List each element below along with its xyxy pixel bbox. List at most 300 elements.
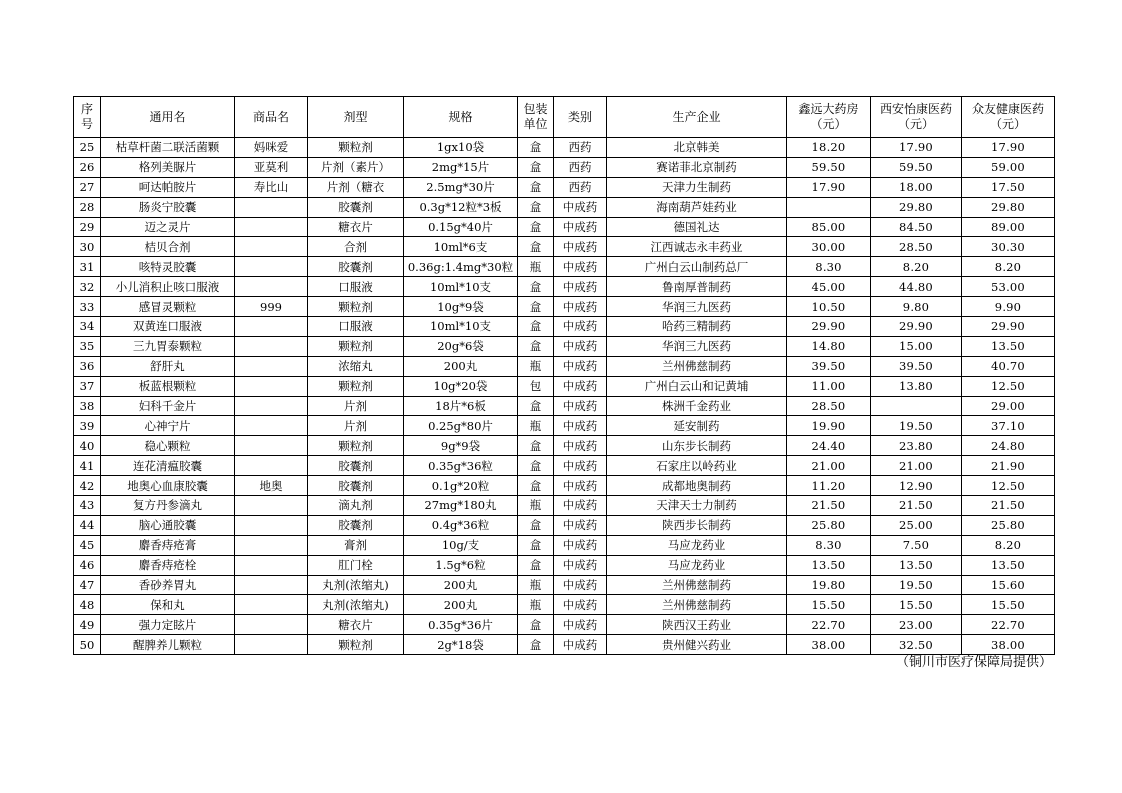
cell-generic-name: 地奥心血康胶囊 (101, 476, 235, 496)
cell-index: 42 (74, 476, 101, 496)
table-row (74, 595, 1055, 615)
cell-brand-name (235, 496, 308, 516)
cell-specification: 20g*6袋 (404, 336, 518, 356)
table-row (74, 157, 1055, 177)
cell-specification: 2.5mg*30片 (404, 177, 518, 197)
cell-price-zhongyou: 59.00 (962, 157, 1055, 177)
cell-price-zhongyou: 15.60 (962, 575, 1055, 595)
cell-category: 中成药 (554, 237, 607, 257)
cell-index: 25 (74, 138, 101, 158)
table-row (74, 376, 1055, 396)
cell-dosage-form: 颗粒剂 (308, 635, 404, 655)
cell-dosage-form: 胶囊剂 (308, 515, 404, 535)
cell-package-unit: 盒 (518, 197, 554, 217)
cell-brand-name (235, 396, 308, 416)
cell-specification: 0.3g*12粒*3板 (404, 197, 518, 217)
cell-price-zhongyou: 17.90 (962, 138, 1055, 158)
cell-category: 中成药 (554, 535, 607, 555)
cell-package-unit: 盒 (518, 456, 554, 476)
cell-specification: 9g*9袋 (404, 436, 518, 456)
cell-brand-name (235, 257, 308, 277)
cell-price-xinyuan: 14.80 (787, 336, 871, 356)
cell-index: 28 (74, 197, 101, 217)
cell-category: 中成药 (554, 595, 607, 615)
cell-dosage-form: 口服液 (308, 317, 404, 337)
cell-price-zhongyou: 25.80 (962, 515, 1055, 535)
cell-category: 中成药 (554, 396, 607, 416)
cell-manufacturer: 江西诚志永丰药业 (607, 237, 787, 257)
cell-dosage-form: 胶囊剂 (308, 197, 404, 217)
cell-specification: 2g*18袋 (404, 635, 518, 655)
cell-price-xian-yikang: 21.00 (871, 456, 962, 476)
cell-price-xian-yikang: 15.00 (871, 336, 962, 356)
cell-index: 35 (74, 336, 101, 356)
cell-index: 41 (74, 456, 101, 476)
cell-price-xian-yikang: 12.90 (871, 476, 962, 496)
cell-specification: 27mg*180丸 (404, 496, 518, 516)
table-row (74, 456, 1055, 476)
col-header-index: 序 号 (74, 97, 101, 138)
cell-category: 中成药 (554, 336, 607, 356)
cell-index: 47 (74, 575, 101, 595)
cell-dosage-form: 胶囊剂 (308, 476, 404, 496)
cell-brand-name: 地奥 (235, 476, 308, 496)
cell-index: 27 (74, 177, 101, 197)
cell-price-zhongyou: 17.50 (962, 177, 1055, 197)
cell-manufacturer: 延安制药 (607, 416, 787, 436)
cell-dosage-form: 口服液 (308, 277, 404, 297)
cell-manufacturer: 北京韩美 (607, 138, 787, 158)
cell-manufacturer: 兰州佛慈制药 (607, 595, 787, 615)
cell-index: 33 (74, 297, 101, 317)
cell-generic-name: 三九胃泰颗粒 (101, 336, 235, 356)
cell-specification: 0.35g*36片 (404, 615, 518, 635)
cell-dosage-form: 片剂（素片） (308, 157, 404, 177)
cell-category: 中成药 (554, 277, 607, 297)
cell-generic-name: 格列美脲片 (101, 157, 235, 177)
cell-specification: 0.1g*20粒 (404, 476, 518, 496)
cell-brand-name (235, 535, 308, 555)
cell-package-unit: 盒 (518, 317, 554, 337)
cell-package-unit: 瓶 (518, 257, 554, 277)
cell-brand-name (235, 217, 308, 237)
cell-category: 中成药 (554, 496, 607, 516)
table-row (74, 317, 1055, 337)
cell-price-xinyuan: 59.50 (787, 157, 871, 177)
cell-package-unit: 盒 (518, 177, 554, 197)
cell-brand-name (235, 595, 308, 615)
cell-manufacturer: 马应龙药业 (607, 555, 787, 575)
cell-specification: 10g*9袋 (404, 297, 518, 317)
cell-category: 中成药 (554, 456, 607, 476)
cell-price-xian-yikang: 84.50 (871, 217, 962, 237)
cell-dosage-form: 糖衣片 (308, 217, 404, 237)
cell-generic-name: 麝香痔疮膏 (101, 535, 235, 555)
cell-price-zhongyou: 53.00 (962, 277, 1055, 297)
cell-specification: 0.15g*40片 (404, 217, 518, 237)
cell-price-xian-yikang: 29.80 (871, 197, 962, 217)
cell-package-unit: 瓶 (518, 496, 554, 516)
cell-package-unit: 盒 (518, 436, 554, 456)
table-row (74, 476, 1055, 496)
table-row (74, 416, 1055, 436)
cell-category: 中成药 (554, 575, 607, 595)
cell-price-xinyuan: 22.70 (787, 615, 871, 635)
cell-specification: 18片*6板 (404, 396, 518, 416)
cell-generic-name: 麝香痔疮栓 (101, 555, 235, 575)
cell-price-xian-yikang (871, 396, 962, 416)
cell-generic-name: 感冒灵颗粒 (101, 297, 235, 317)
cell-price-zhongyou: 12.50 (962, 476, 1055, 496)
cell-package-unit: 盒 (518, 515, 554, 535)
col-header-package-unit: 包装 单位 (518, 97, 554, 138)
cell-price-zhongyou: 13.50 (962, 555, 1055, 575)
cell-price-zhongyou: 22.70 (962, 615, 1055, 635)
cell-index: 44 (74, 515, 101, 535)
cell-price-xinyuan: 8.30 (787, 257, 871, 277)
col-header-price-zhongyou: 众友健康医药 （元） (962, 97, 1055, 138)
cell-index: 36 (74, 356, 101, 376)
cell-price-xian-yikang: 15.50 (871, 595, 962, 615)
cell-package-unit: 盒 (518, 535, 554, 555)
cell-index: 43 (74, 496, 101, 516)
cell-price-zhongyou: 24.80 (962, 436, 1055, 456)
cell-price-zhongyou: 29.00 (962, 396, 1055, 416)
cell-price-xinyuan: 38.00 (787, 635, 871, 655)
cell-price-xian-yikang: 44.80 (871, 277, 962, 297)
cell-price-xinyuan: 19.90 (787, 416, 871, 436)
cell-category: 中成药 (554, 297, 607, 317)
cell-category: 中成药 (554, 356, 607, 376)
cell-brand-name: 亚莫利 (235, 157, 308, 177)
cell-price-zhongyou: 8.20 (962, 535, 1055, 555)
table-row (74, 515, 1055, 535)
cell-index: 39 (74, 416, 101, 436)
cell-manufacturer: 海南葫芦娃药业 (607, 197, 787, 217)
cell-price-xinyuan: 29.90 (787, 317, 871, 337)
cell-price-xinyuan: 18.20 (787, 138, 871, 158)
cell-generic-name: 复方丹参滴丸 (101, 496, 235, 516)
cell-price-xian-yikang: 28.50 (871, 237, 962, 257)
cell-dosage-form: 丸剂(浓缩丸) (308, 595, 404, 615)
cell-brand-name (235, 515, 308, 535)
cell-dosage-form: 颗粒剂 (308, 138, 404, 158)
cell-price-xian-yikang: 19.50 (871, 416, 962, 436)
cell-dosage-form: 颗粒剂 (308, 376, 404, 396)
cell-price-zhongyou: 13.50 (962, 336, 1055, 356)
cell-manufacturer: 鲁南厚普制药 (607, 277, 787, 297)
cell-category: 西药 (554, 157, 607, 177)
cell-manufacturer: 株洲千金药业 (607, 396, 787, 416)
cell-brand-name (235, 356, 308, 376)
cell-manufacturer: 哈药三精制药 (607, 317, 787, 337)
cell-category: 中成药 (554, 476, 607, 496)
cell-package-unit: 盒 (518, 615, 554, 635)
cell-package-unit: 包 (518, 376, 554, 396)
cell-package-unit: 盒 (518, 138, 554, 158)
cell-category: 中成药 (554, 555, 607, 575)
cell-price-xian-yikang: 21.50 (871, 496, 962, 516)
cell-price-xinyuan (787, 197, 871, 217)
cell-price-xinyuan: 17.90 (787, 177, 871, 197)
cell-index: 32 (74, 277, 101, 297)
cell-specification: 10g/支 (404, 535, 518, 555)
cell-specification: 2mg*15片 (404, 157, 518, 177)
source-note: （铜川市医疗保障局提供） (895, 655, 1052, 670)
cell-index: 26 (74, 157, 101, 177)
cell-dosage-form: 膏剂 (308, 535, 404, 555)
cell-category: 中成药 (554, 197, 607, 217)
cell-dosage-form: 丸剂(浓缩丸) (308, 575, 404, 595)
cell-generic-name: 妇科千金片 (101, 396, 235, 416)
col-header-price-xian-yikang: 西安怡康医药 （元） (871, 97, 962, 138)
cell-dosage-form: 滴丸剂 (308, 496, 404, 516)
cell-price-xinyuan: 10.50 (787, 297, 871, 317)
cell-price-xian-yikang: 19.50 (871, 575, 962, 595)
table-row (74, 575, 1055, 595)
table-row (74, 217, 1055, 237)
cell-price-xinyuan: 13.50 (787, 555, 871, 575)
cell-price-zhongyou: 9.90 (962, 297, 1055, 317)
cell-index: 29 (74, 217, 101, 237)
table-row (74, 396, 1055, 416)
cell-price-xinyuan: 15.50 (787, 595, 871, 615)
cell-manufacturer: 德国礼达 (607, 217, 787, 237)
cell-price-zhongyou: 21.50 (962, 496, 1055, 516)
cell-brand-name (235, 635, 308, 655)
cell-package-unit: 盒 (518, 635, 554, 655)
cell-category: 中成药 (554, 416, 607, 436)
cell-category: 西药 (554, 138, 607, 158)
cell-dosage-form: 片剂 (308, 396, 404, 416)
cell-price-xian-yikang: 39.50 (871, 356, 962, 376)
cell-package-unit: 盒 (518, 277, 554, 297)
cell-price-xian-yikang: 23.00 (871, 615, 962, 635)
cell-category: 中成药 (554, 376, 607, 396)
cell-manufacturer: 陕西汉王药业 (607, 615, 787, 635)
cell-package-unit: 盒 (518, 217, 554, 237)
cell-price-xinyuan: 11.00 (787, 376, 871, 396)
cell-price-xian-yikang: 29.90 (871, 317, 962, 337)
cell-specification: 10ml*6支 (404, 237, 518, 257)
table-body (74, 138, 1055, 655)
cell-specification: 0.36g:1.4mg*30粒 (404, 257, 518, 277)
cell-dosage-form: 颗粒剂 (308, 336, 404, 356)
cell-generic-name: 脑心通胶囊 (101, 515, 235, 535)
cell-price-xian-yikang: 13.50 (871, 555, 962, 575)
table-row (74, 356, 1055, 376)
table-row (74, 237, 1055, 257)
cell-price-xinyuan: 11.20 (787, 476, 871, 496)
col-header-category: 类别 (554, 97, 607, 138)
cell-brand-name: 妈咪爱 (235, 138, 308, 158)
cell-price-xinyuan: 19.80 (787, 575, 871, 595)
cell-generic-name: 小儿消积止咳口服液 (101, 277, 235, 297)
cell-price-zhongyou: 89.00 (962, 217, 1055, 237)
cell-price-zhongyou: 37.10 (962, 416, 1055, 436)
cell-price-xinyuan: 85.00 (787, 217, 871, 237)
cell-manufacturer: 赛诺菲北京制药 (607, 157, 787, 177)
cell-brand-name (235, 197, 308, 217)
cell-package-unit: 瓶 (518, 416, 554, 436)
col-header-price-xinyuan: 鑫远大药房 （元） (787, 97, 871, 138)
cell-category: 中成药 (554, 615, 607, 635)
cell-index: 46 (74, 555, 101, 575)
cell-generic-name: 咳特灵胶囊 (101, 257, 235, 277)
table-row (74, 197, 1055, 217)
cell-brand-name (235, 277, 308, 297)
cell-price-xinyuan: 21.50 (787, 496, 871, 516)
cell-package-unit: 盒 (518, 237, 554, 257)
cell-price-xinyuan: 8.30 (787, 535, 871, 555)
cell-price-zhongyou: 15.50 (962, 595, 1055, 615)
cell-brand-name (235, 376, 308, 396)
cell-price-xian-yikang: 9.80 (871, 297, 962, 317)
cell-brand-name (235, 456, 308, 476)
cell-price-zhongyou: 29.80 (962, 197, 1055, 217)
cell-generic-name: 双黄连口服液 (101, 317, 235, 337)
cell-dosage-form: 肛门栓 (308, 555, 404, 575)
cell-specification: 10g*20袋 (404, 376, 518, 396)
table-row (74, 436, 1055, 456)
cell-index: 48 (74, 595, 101, 615)
cell-price-xian-yikang: 23.80 (871, 436, 962, 456)
cell-manufacturer: 石家庄以岭药业 (607, 456, 787, 476)
cell-price-zhongyou: 38.00 (962, 635, 1055, 655)
cell-price-zhongyou: 29.90 (962, 317, 1055, 337)
cell-index: 38 (74, 396, 101, 416)
cell-manufacturer: 山东步长制药 (607, 436, 787, 456)
cell-manufacturer: 广州白云山制药总厂 (607, 257, 787, 277)
cell-dosage-form: 颗粒剂 (308, 436, 404, 456)
table-row (74, 496, 1055, 516)
cell-generic-name: 心神宁片 (101, 416, 235, 436)
cell-index: 50 (74, 635, 101, 655)
cell-brand-name (235, 555, 308, 575)
cell-manufacturer: 成都地奥制药 (607, 476, 787, 496)
table-row (74, 277, 1055, 297)
cell-generic-name: 连花清瘟胶囊 (101, 456, 235, 476)
cell-specification: 0.4g*36粒 (404, 515, 518, 535)
cell-index: 49 (74, 615, 101, 635)
cell-manufacturer: 华润三九医药 (607, 336, 787, 356)
cell-category: 西药 (554, 177, 607, 197)
cell-package-unit: 瓶 (518, 595, 554, 615)
cell-index: 45 (74, 535, 101, 555)
table-row (74, 138, 1055, 158)
cell-generic-name: 稳心颗粒 (101, 436, 235, 456)
cell-price-xian-yikang: 59.50 (871, 157, 962, 177)
cell-price-xinyuan: 45.00 (787, 277, 871, 297)
col-header-generic-name: 通用名 (101, 97, 235, 138)
cell-price-zhongyou: 30.30 (962, 237, 1055, 257)
cell-manufacturer: 贵州健兴药业 (607, 635, 787, 655)
cell-brand-name: 寿比山 (235, 177, 308, 197)
cell-index: 37 (74, 376, 101, 396)
cell-specification: 0.35g*36粒 (404, 456, 518, 476)
cell-specification: 200丸 (404, 575, 518, 595)
cell-specification: 200丸 (404, 356, 518, 376)
cell-category: 中成药 (554, 515, 607, 535)
cell-package-unit: 瓶 (518, 356, 554, 376)
cell-generic-name: 保和丸 (101, 595, 235, 615)
cell-dosage-form: 合剂 (308, 237, 404, 257)
cell-brand-name (235, 615, 308, 635)
cell-generic-name: 桔贝合剂 (101, 237, 235, 257)
cell-brand-name (235, 237, 308, 257)
cell-brand-name (235, 317, 308, 337)
table-header-row (74, 97, 1055, 138)
cell-package-unit: 盒 (518, 157, 554, 177)
cell-manufacturer: 兰州佛慈制药 (607, 356, 787, 376)
cell-index: 31 (74, 257, 101, 277)
table-row (74, 336, 1055, 356)
cell-manufacturer: 华润三九医药 (607, 297, 787, 317)
cell-brand-name (235, 416, 308, 436)
col-header-manufacturer: 生产企业 (607, 97, 787, 138)
cell-manufacturer: 天津天士力制药 (607, 496, 787, 516)
cell-price-zhongyou: 40.70 (962, 356, 1055, 376)
cell-price-xian-yikang: 8.20 (871, 257, 962, 277)
cell-generic-name: 呵达帕胺片 (101, 177, 235, 197)
cell-manufacturer: 天津力生制药 (607, 177, 787, 197)
cell-generic-name: 香砂养胃丸 (101, 575, 235, 595)
cell-index: 40 (74, 436, 101, 456)
cell-package-unit: 盒 (518, 555, 554, 575)
price-table (73, 96, 1055, 655)
cell-price-zhongyou: 12.50 (962, 376, 1055, 396)
cell-price-xinyuan: 24.40 (787, 436, 871, 456)
cell-specification: 1.5g*6粒 (404, 555, 518, 575)
cell-price-xinyuan: 30.00 (787, 237, 871, 257)
cell-package-unit: 盒 (518, 297, 554, 317)
table-row (74, 555, 1055, 575)
cell-price-xian-yikang: 13.80 (871, 376, 962, 396)
cell-price-xinyuan: 28.50 (787, 396, 871, 416)
cell-generic-name: 板蓝根颗粒 (101, 376, 235, 396)
col-header-brand-name: 商品名 (235, 97, 308, 138)
cell-specification: 200丸 (404, 595, 518, 615)
cell-index: 30 (74, 237, 101, 257)
cell-brand-name (235, 336, 308, 356)
cell-generic-name: 强力定眩片 (101, 615, 235, 635)
cell-price-xian-yikang: 7.50 (871, 535, 962, 555)
cell-generic-name: 醒脾养儿颗粒 (101, 635, 235, 655)
cell-generic-name: 迈之灵片 (101, 217, 235, 237)
cell-price-xian-yikang: 17.90 (871, 138, 962, 158)
cell-price-xinyuan: 39.50 (787, 356, 871, 376)
cell-manufacturer: 陕西步长制药 (607, 515, 787, 535)
cell-specification: 1gx10袋 (404, 138, 518, 158)
cell-brand-name (235, 436, 308, 456)
cell-category: 中成药 (554, 436, 607, 456)
cell-price-zhongyou: 8.20 (962, 257, 1055, 277)
cell-category: 中成药 (554, 217, 607, 237)
cell-manufacturer: 马应龙药业 (607, 535, 787, 555)
cell-dosage-form: 糖衣片 (308, 615, 404, 635)
table-row (74, 257, 1055, 277)
cell-package-unit: 盒 (518, 336, 554, 356)
cell-price-zhongyou: 21.90 (962, 456, 1055, 476)
cell-brand-name (235, 575, 308, 595)
table-row (74, 535, 1055, 555)
table-row (74, 297, 1055, 317)
cell-price-xinyuan: 25.80 (787, 515, 871, 535)
table-row (74, 177, 1055, 197)
cell-specification: 0.25g*80片 (404, 416, 518, 436)
cell-category: 中成药 (554, 635, 607, 655)
cell-dosage-form: 颗粒剂 (308, 297, 404, 317)
